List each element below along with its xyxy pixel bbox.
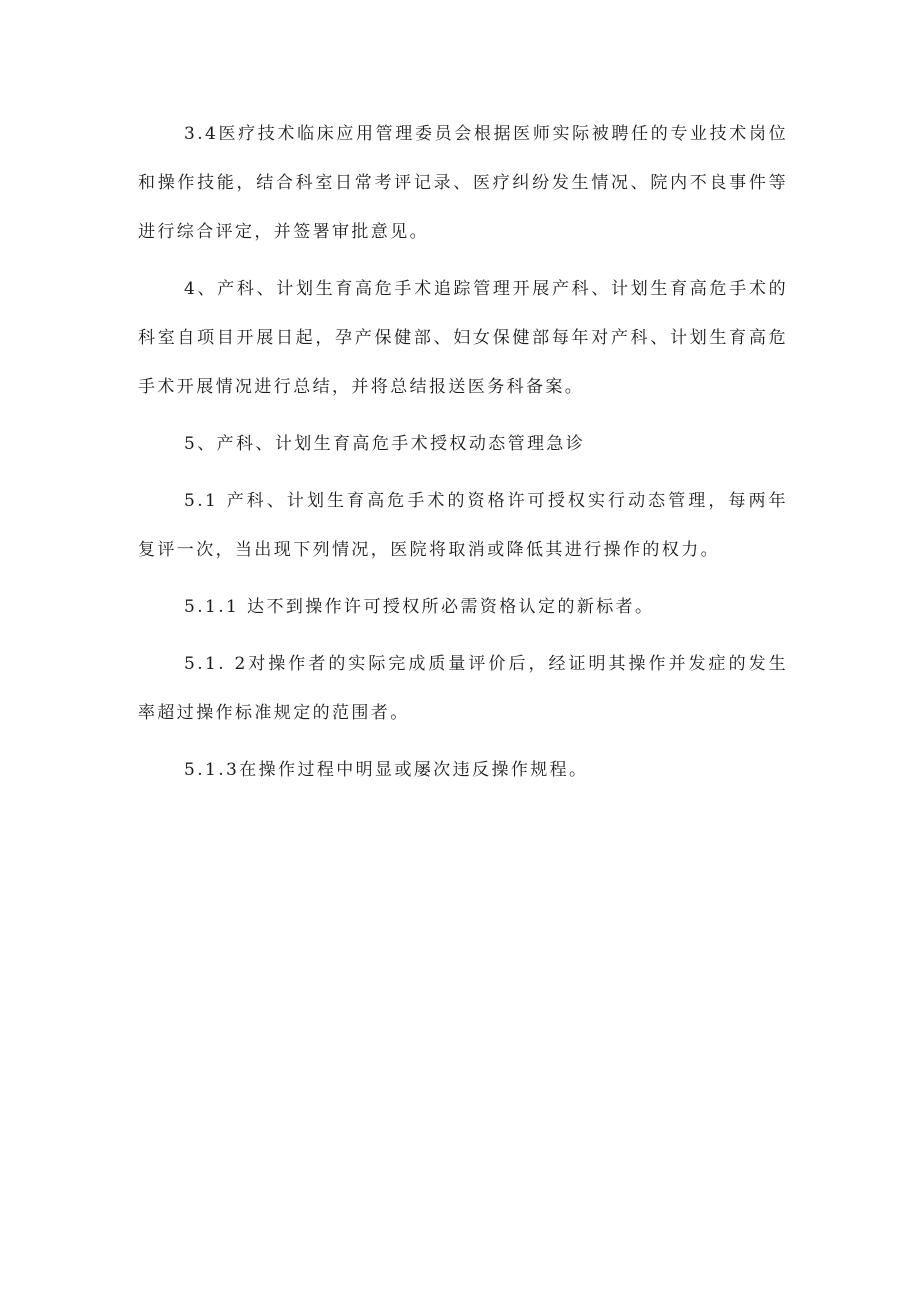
document-page: [138, 110, 788, 795]
paragraph-4: 4、产科、计划生育高危手术追踪管理开展产科、计划生育高危手术的科室自项目开展日起，孕产保健部、妇女保健部每年对产科、计划生育高危手术开展情况进行总结，并将总结报送医务科备案。: [138, 279, 788, 397]
paragraph-3-4: 3.4医疗技术临床应用管理委员会根据医师实际被聘任的专业技术岗位和操作技能，结合科室日常考评记录、医疗纠纷发生情况、院内不良事件等进行综合评定，并签署审批意见。: [138, 124, 788, 242]
paragraph-5-1-3: 5.1.3在操作过程中明显或屡次违反操作规程。: [184, 760, 589, 780]
paragraph-5: 5、产科、计划生育高危手术授权动态管理急诊: [184, 434, 586, 454]
paragraph-5-1: 5.1 产科、计划生育高危手术的资格许可授权实行动态管理，每两年复评一次，当出现下列情况，医院将取消或降低其进行操作的权力。: [138, 491, 788, 560]
paragraph-5-1-2: 5.1. 2对操作者的实际完成质量评价后，经证明其操作并发症的发生率超过操作标准规定的范围者。: [138, 654, 788, 723]
paragraph-5-1-1: 5.1.1 达不到操作许可授权所必需资格认定的新标者。: [184, 597, 655, 617]
